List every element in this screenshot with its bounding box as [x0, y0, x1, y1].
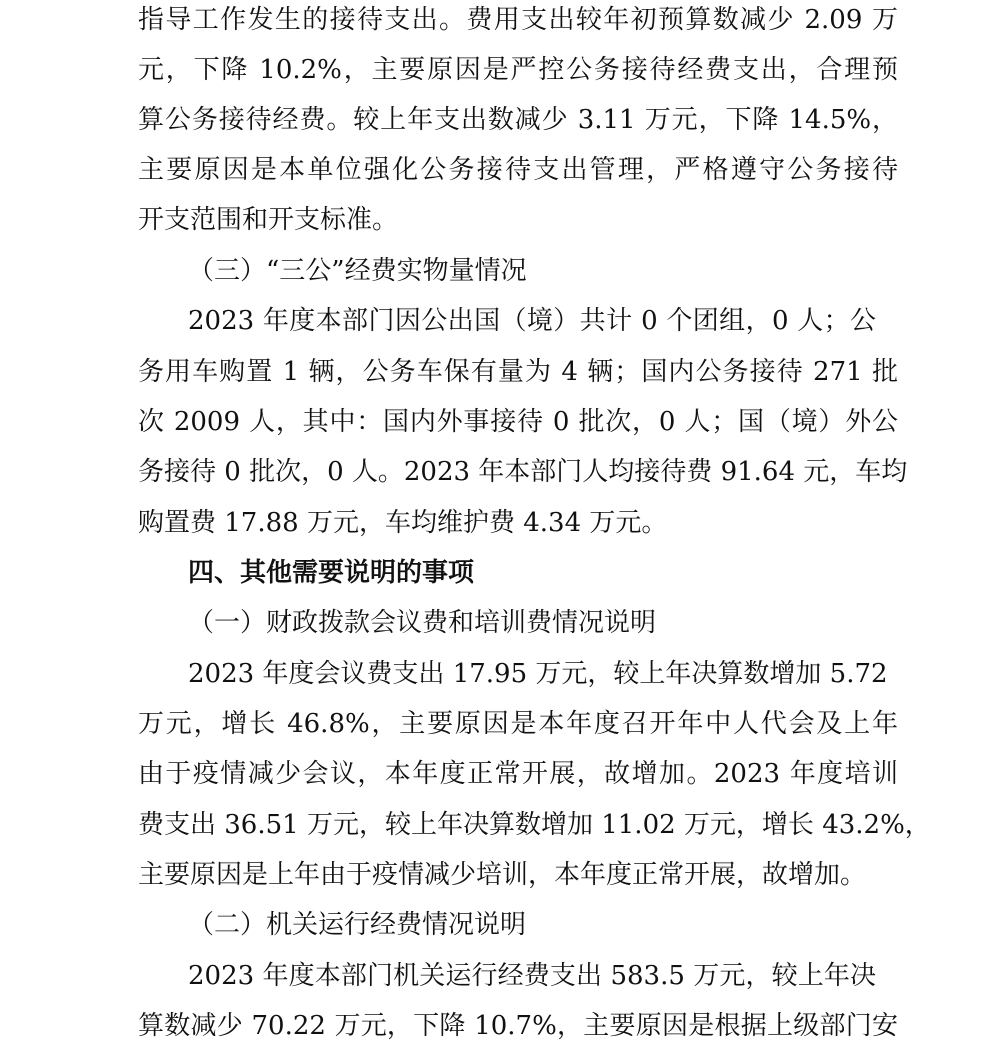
paragraph-line: 万元，增长 46.8%，主要原因是本年度召开年中人代会及上年 — [138, 709, 898, 739]
paragraph-line: 元，下降 10.2%，主要原因是严控公务接待经费支出，合理预 — [138, 55, 898, 85]
paragraph-line: 由于疫情减少会议，本年度正常开展，故增加。2023 年度培训 — [138, 759, 898, 789]
paragraph-line: 主要原因是上年由于疫情减少培训，本年度正常开展，故增加。 — [138, 860, 867, 890]
paragraph-line: 算公务接待经费。较上年支出数减少 3.11 万元，下降 14.5%， — [138, 105, 898, 135]
paragraph-line: 算数减少 70.22 万元，下降 10.7%，主要原因是根据上级部门安 — [138, 1011, 898, 1041]
subsection-heading-2: （二）机关运行经费情况说明 — [188, 910, 527, 940]
paragraph-line: 主要原因是本单位强化公务接待支出管理，严格遵守公务接待 — [138, 155, 898, 185]
paragraph-line: 次 2009 人，其中：国内外事接待 0 批次，0 人；国（境）外公 — [138, 407, 898, 437]
paragraph-line: 2023 年度本部门因公出国（境）共计 0 个团组，0 人；公 — [188, 306, 876, 336]
paragraph-line: 2023 年度本部门机关运行经费支出 583.5 万元，较上年决 — [188, 961, 876, 991]
paragraph-line: 指导工作发生的接待支出。费用支出较年初预算数减少 2.09 万 — [138, 5, 898, 35]
paragraph-line: 开支范围和开支标准。 — [138, 205, 399, 235]
paragraph-line: 2023 年度会议费支出 17.95 万元，较上年决算数增加 5.72 — [188, 659, 888, 689]
paragraph-line: 购置费 17.88 万元，车均维护费 4.34 万元。 — [138, 508, 668, 538]
section-heading-4: 四、其他需要说明的事项 — [188, 558, 475, 588]
subsection-heading-1: （一）财政拨款会议费和培训费情况说明 — [188, 608, 657, 638]
paragraph-line: 务用车购置 1 辆，公务车保有量为 4 辆；国内公务接待 271 批 — [138, 357, 898, 387]
paragraph-line: 费支出 36.51 万元，较上年决算数增加 11.02 万元，增长 43.2%， — [138, 810, 931, 840]
paragraph-line: 务接待 0 批次，0 人。2023 年本部门人均接待费 91.64 元，车均 — [138, 457, 908, 487]
section-heading-3: （三）“三公”经费实物量情况 — [188, 256, 527, 286]
